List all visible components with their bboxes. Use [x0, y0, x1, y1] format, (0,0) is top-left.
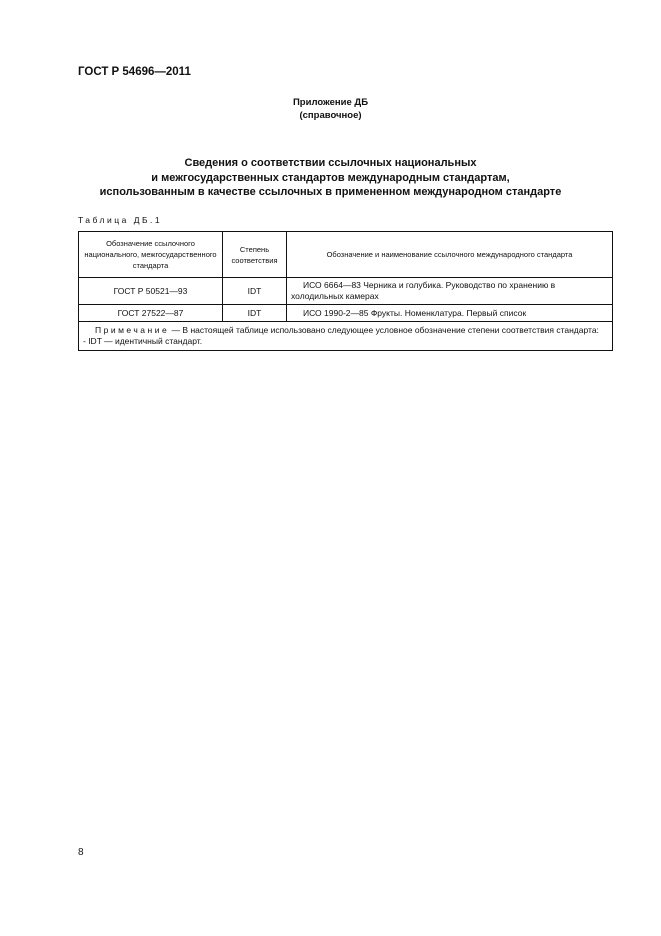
table-row [79, 278, 613, 305]
table-note-row [79, 322, 613, 351]
cell-international-standard: ИСО 1990-2—85 Фрукты. Номенклатура. Первый список [287, 305, 613, 322]
table-note [79, 322, 613, 351]
table-caption [78, 215, 162, 225]
title-line: и межгосударственных стандартов международным стандартам, [151, 171, 510, 184]
caption-text: Таблица ДБ.1 [78, 215, 163, 225]
cell-international-standard: ИСО 6664—83 Черника и голубика. Руководство по хранению в холодильных камерах [287, 278, 613, 305]
appendix-heading [0, 96, 661, 122]
table-header-row [79, 232, 613, 278]
appendix-subtitle: (справочное) [299, 110, 362, 121]
note-item: - IDT — идентичный стандарт. [83, 336, 203, 346]
header-cell: Обозначение и наименование ссылочного международного стандарта [287, 232, 613, 278]
note-text: — В настоящей таблице использовано следующее условное обозначение степени соответствия стандарта: [169, 325, 599, 335]
page-number: 8 [78, 847, 84, 858]
section-title [0, 156, 661, 200]
title-line: использованным в качестве ссылочных в примененном международном стандарте [99, 186, 562, 198]
appendix-title: Приложение ДБ [292, 97, 369, 108]
header-cell: Степень соответствия [223, 232, 287, 278]
note-label: Примечание [95, 325, 170, 335]
cell-degree: IDT [223, 305, 287, 322]
header-cell: Обозначение ссылочного национального, межгосударственного стандарта [79, 232, 223, 278]
cell-national-standard: ГОСТ Р 50521—93 [79, 278, 223, 305]
standards-table [78, 231, 613, 351]
title-line: Сведения о соответствии ссылочных национальных [184, 157, 477, 169]
document-code: ГОСТ Р 54696—2011 [78, 66, 191, 78]
cell-national-standard: ГОСТ 27522—87 [79, 305, 223, 322]
table-row [79, 305, 613, 322]
cell-degree: IDT [223, 278, 287, 305]
